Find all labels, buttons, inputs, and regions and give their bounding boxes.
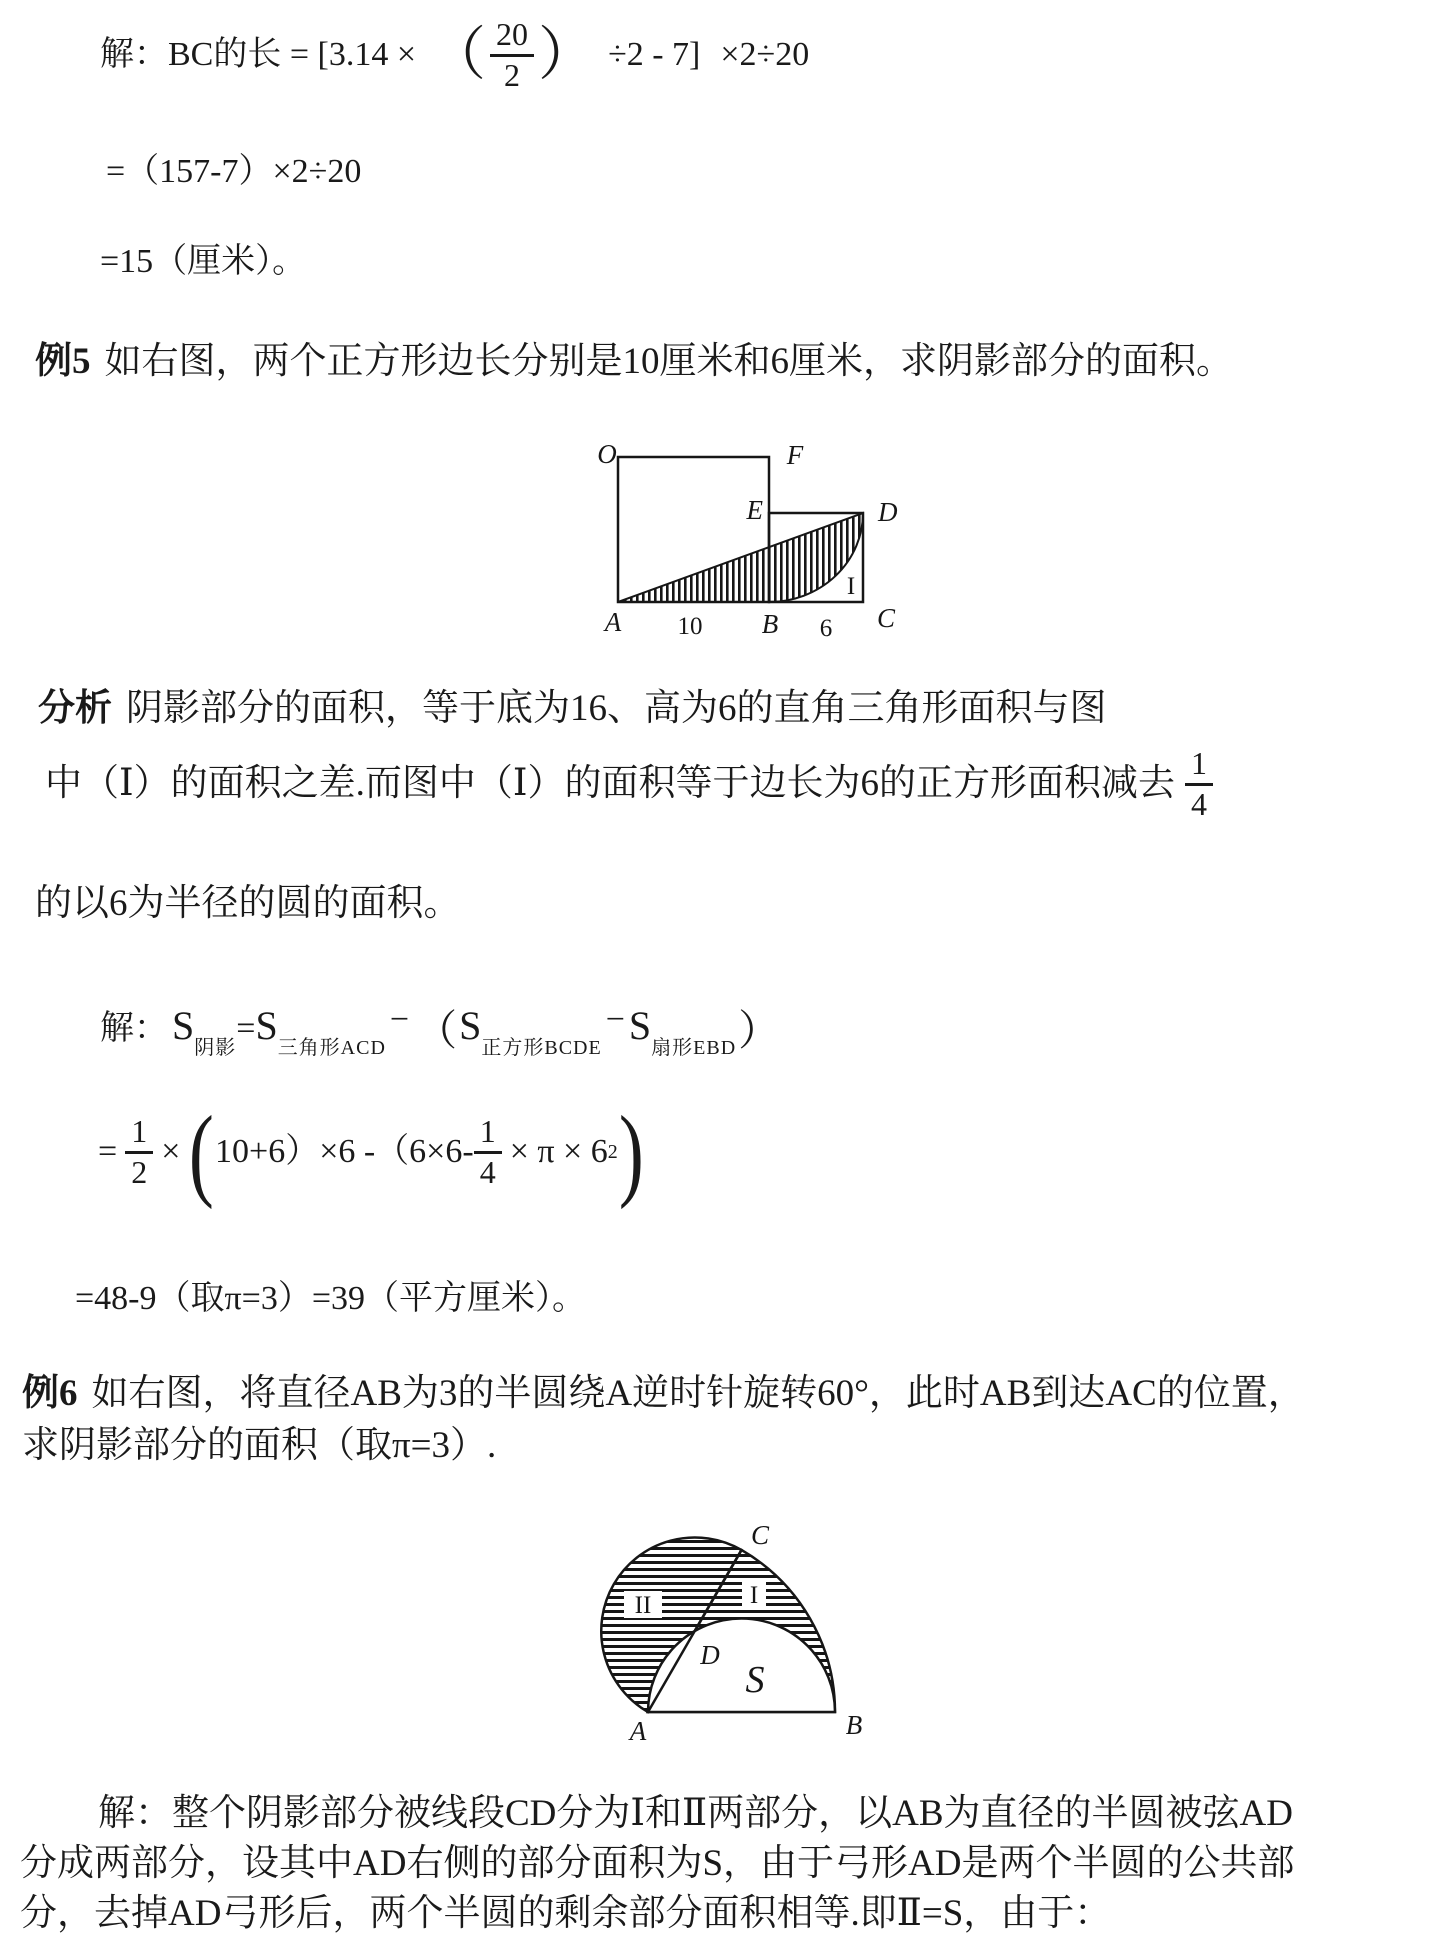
- fraction-1-over-2: $\frac{1}{2}$: [125, 1115, 153, 1189]
- s-sub-shadow: 阴影: [194, 1037, 237, 1059]
- big-open-paren: (: [189, 1094, 215, 1210]
- solution5-line1: [100, 998, 782, 1060]
- sol4-line1-post: ×2÷20: [720, 35, 810, 73]
- times: ×: [161, 1133, 181, 1171]
- analysis-line3: 的以6为半径的圆的面积。: [35, 883, 461, 924]
- open-paren: （: [428, 22, 487, 87]
- solution5-line3: =48-9（取π=3）=39（平方厘米）。: [75, 1280, 587, 1317]
- figure-example6: [555, 1505, 910, 1765]
- fig2-label-C: C: [750, 1520, 770, 1550]
- fig1-label-C: C: [876, 603, 896, 633]
- inner-expression: 10+6）×6 -（6×6-: [215, 1133, 474, 1171]
- close-paren: ）: [738, 1009, 781, 1055]
- fig2-region-I-label: I: [749, 1582, 759, 1609]
- solution4-line3: =15（厘米）。: [100, 243, 307, 280]
- fraction-1-over-4: $\frac{1}{4}$: [1185, 747, 1213, 821]
- example5-label: 例5: [35, 341, 91, 382]
- s-var: S: [255, 1003, 278, 1048]
- example6-label: 例6: [22, 1373, 78, 1414]
- open-paren: （: [415, 1009, 458, 1055]
- fig1-length-10: 10: [677, 613, 703, 640]
- minus: −: [389, 1001, 410, 1038]
- s-sub-square-bcde: 正方形BCDE: [481, 1037, 602, 1059]
- sol5-head: 解：: [100, 1010, 168, 1047]
- big-close-paren: ): [618, 1094, 644, 1210]
- pi-term: × π × 6: [509, 1133, 608, 1171]
- solution5-line2: [98, 1090, 644, 1215]
- equals: =: [98, 1133, 118, 1171]
- sol4-line1-mid: ÷2 - 7]: [608, 35, 701, 73]
- fig1-label-O: O: [597, 439, 617, 469]
- fig1-label-E: E: [746, 495, 763, 525]
- sol4-line1-prefix: 解：BC的长 = [3.14 ×: [100, 35, 417, 73]
- fig1-label-A: A: [604, 607, 622, 637]
- fig1-label-B: B: [761, 609, 779, 639]
- s-sub-triangle-acd: 三角形ACD: [277, 1037, 386, 1059]
- fraction-20-over-2: $\frac{20}{2}$: [490, 18, 534, 92]
- shaded-region: [618, 513, 863, 602]
- example6-line1: 如右图，将直径AB为3的半圆绕A逆时针旋转60°，此时AB到达AC的位置，: [91, 1373, 1305, 1414]
- fig1-region-I-label: I: [846, 573, 856, 600]
- example5-text: 如右图，两个正方形边长分别是10厘米和6厘米，求阴影部分的面积。: [104, 341, 1233, 382]
- analysis-label: 分析: [38, 688, 112, 729]
- example6-heading: [22, 1370, 1305, 1419]
- fig2-label-S: S: [745, 1659, 765, 1701]
- analysis-line2-text: 中（Ⅰ）的面积之差.而图中（Ⅰ）的面积等于边长为6的正方形面积减去: [45, 762, 1175, 804]
- example6-line2: 求阴影部分的面积（取π=3）.: [22, 1425, 497, 1466]
- figure-example5: [470, 423, 950, 658]
- fig1-length-6: 6: [819, 615, 833, 642]
- s-var: S: [628, 1003, 652, 1048]
- example5-heading: [35, 338, 1233, 387]
- analysis-line2: [45, 728, 1213, 840]
- fig1-label-F: F: [786, 440, 804, 470]
- analysis-line1: [38, 685, 1107, 734]
- solution6-line2: 分成两部分，设其中AD右侧的部分面积为S，由于弓形AD是两个半圆的公共部: [20, 1843, 1295, 1884]
- fraction-1-over-4b: $\frac{1}{4}$: [474, 1115, 502, 1189]
- minus: −: [605, 1001, 625, 1038]
- exponent-2: 2: [607, 1141, 618, 1163]
- solution6-line1: 解：整个阴影部分被线段CD分为Ⅰ和Ⅱ两部分，以AB为直径的半圆被弦AD: [98, 1793, 1294, 1834]
- solution4-line1: [100, 0, 809, 110]
- close-paren: ）: [538, 22, 597, 87]
- s-var: S: [459, 1003, 482, 1048]
- solution4-line2: =（157-7）×2÷20: [106, 153, 362, 190]
- s-sub-sector-ebd: 扇形EBD: [651, 1037, 737, 1059]
- fig2-label-D: D: [700, 1640, 720, 1670]
- fig1-label-D: D: [878, 497, 898, 527]
- fig2-label-A: A: [629, 1716, 647, 1746]
- solution6-line3: 分，去掉AD弓形后，两个半圆的剩余部分面积相等.即Ⅱ=S，由于：: [20, 1893, 1112, 1934]
- s-var: S: [172, 1003, 195, 1048]
- analysis-line1-text: 阴影部分的面积，等于底为16、高为6的直角三角形面积与图: [126, 688, 1107, 729]
- equals: =: [236, 1010, 256, 1047]
- fig2-region-II-label: II: [634, 1592, 652, 1619]
- fig2-label-B: B: [845, 1710, 863, 1740]
